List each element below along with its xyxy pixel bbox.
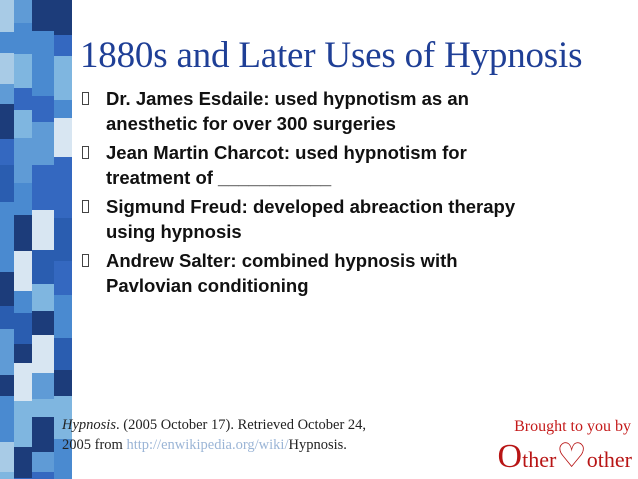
strip-tile xyxy=(0,32,14,53)
bullet-item xyxy=(82,194,622,244)
strip-tile xyxy=(0,104,14,139)
strip-tile xyxy=(32,56,54,96)
strip-tile xyxy=(32,165,54,210)
strip-tile xyxy=(0,0,14,32)
citation-title: Hypnosis xyxy=(62,417,116,433)
bullet-item xyxy=(82,86,622,136)
strip-tile xyxy=(32,452,54,472)
strip-tile xyxy=(14,363,32,401)
strip-tile xyxy=(54,338,72,370)
bullet-line: using hypnosis xyxy=(106,221,242,242)
strip-tile xyxy=(0,375,14,396)
strip-tile xyxy=(32,122,54,165)
bullet-item xyxy=(82,248,622,298)
strip-tile xyxy=(54,35,72,56)
strip-tile xyxy=(32,96,54,122)
strip-tile xyxy=(54,261,72,295)
bullet-line: Sigmund Freud: developed abreaction therapy xyxy=(106,196,516,217)
strip-tile xyxy=(0,53,14,84)
strip-tile xyxy=(54,295,72,338)
strip-tile xyxy=(32,373,54,399)
strip-tile xyxy=(32,210,54,250)
strip-tile xyxy=(14,54,32,88)
heart-icon: ♡ xyxy=(556,438,587,475)
bullet-icon xyxy=(82,146,89,159)
strip-tile xyxy=(0,165,14,202)
strip-tile xyxy=(54,241,72,261)
strip-tile xyxy=(0,139,14,165)
strip-tile xyxy=(32,250,54,284)
strip-tile xyxy=(14,23,32,54)
strip-tile xyxy=(54,396,72,415)
decorative-side-strip xyxy=(0,0,72,479)
citation-text: 2005 from xyxy=(62,437,127,453)
strip-tile xyxy=(0,234,14,272)
citation xyxy=(62,415,366,455)
bullet-icon xyxy=(82,254,89,267)
bullet-icon xyxy=(82,200,89,213)
citation-text: Hypnosis. xyxy=(288,437,347,453)
citation-link[interactable]: http://enwikipedia.org/wiki/ xyxy=(126,437,289,453)
slide-title: 1880s and Later Uses of Hypnosis xyxy=(80,35,583,76)
strip-tile xyxy=(54,218,72,241)
strip-tile xyxy=(32,0,54,31)
strip-tile xyxy=(14,401,32,447)
brought-to-you-by: Brought to you by xyxy=(514,418,631,435)
strip-tile xyxy=(0,202,14,234)
strip-tile xyxy=(14,138,32,158)
bullet-line: Andrew Salter: combined hypnosis with xyxy=(106,250,458,271)
strip-tile xyxy=(14,251,32,291)
strip-tile xyxy=(14,88,32,110)
bullet-icon xyxy=(82,92,89,105)
strip-tile xyxy=(32,31,54,56)
strip-tile xyxy=(0,272,14,306)
strip-tile xyxy=(14,344,32,363)
strip-tile xyxy=(54,56,72,100)
strip-tile xyxy=(14,215,32,251)
strip-tile xyxy=(0,306,14,329)
strip-tile xyxy=(32,311,54,335)
strip-tile xyxy=(32,335,54,373)
bullet-line: Dr. James Esdaile: used hypnotism as an xyxy=(106,88,469,109)
strip-tile xyxy=(14,110,32,138)
strip-tile xyxy=(54,370,72,396)
strip-tile xyxy=(54,100,72,118)
other-mother-logo: Other♡other xyxy=(497,438,632,475)
strip-tile xyxy=(14,158,32,183)
bullet-item xyxy=(82,140,622,190)
strip-tile xyxy=(54,157,72,194)
strip-tile xyxy=(32,284,54,311)
bullet-line: Jean Martin Charcot: used hypnotism for xyxy=(106,142,467,163)
strip-tile xyxy=(0,442,14,472)
strip-tile xyxy=(0,472,14,479)
strip-tile xyxy=(54,118,72,157)
strip-tile xyxy=(14,447,32,478)
citation-text: . (2005 October 17). Retrieved October 24, xyxy=(115,417,367,433)
strip-tile xyxy=(54,0,72,35)
strip-tile xyxy=(54,194,72,218)
strip-tile xyxy=(14,291,32,313)
strip-tile xyxy=(14,0,32,23)
bullet-line: treatment of ___________ xyxy=(106,167,332,188)
strip-tile xyxy=(32,399,54,417)
strip-tile xyxy=(14,183,32,215)
strip-tile xyxy=(14,313,32,344)
strip-tile xyxy=(0,84,14,104)
strip-tile xyxy=(0,329,14,375)
bullet-line: anesthetic for over 300 surgeries xyxy=(106,113,396,134)
strip-tile xyxy=(0,396,14,442)
strip-tile xyxy=(32,417,54,452)
bullet-list xyxy=(82,86,622,302)
bullet-line: Pavlovian conditioning xyxy=(106,275,309,296)
strip-tile xyxy=(32,472,54,479)
